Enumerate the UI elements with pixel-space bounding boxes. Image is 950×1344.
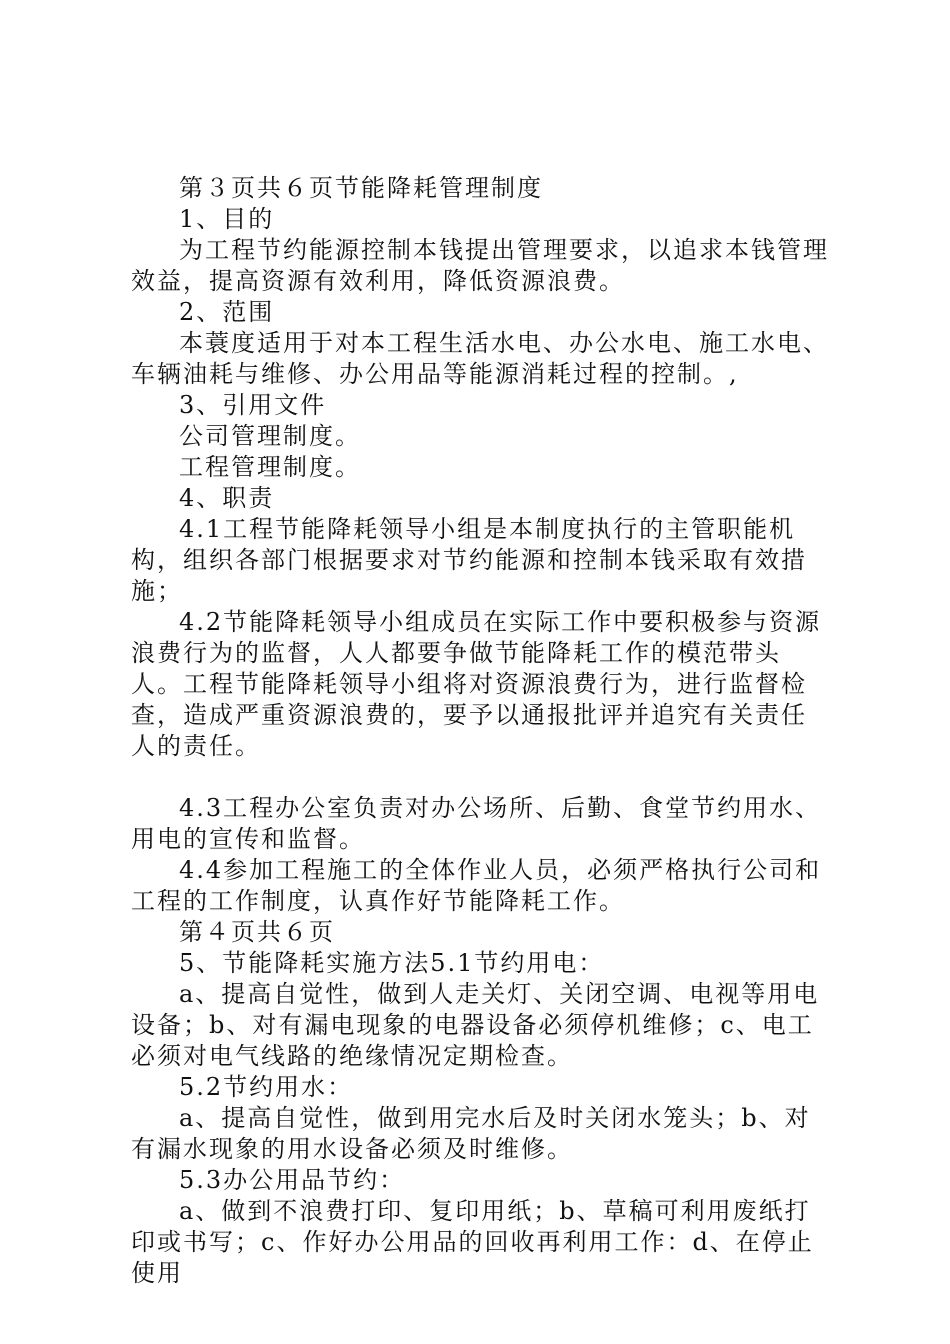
section-heading-office-supplies: 5.3办公用品节约： [179,1166,406,1194]
paragraph-water: a、提高自觉性，做到用完水后及时关闭水笼头；b、对有漏水现象的用水设备必须及时维修。 [131,1104,811,1163]
reference-item: 工程管理制度。 [179,453,361,481]
blank-line [131,762,831,793]
section-heading-purpose: 1、目的 [179,205,275,233]
page-marker: 第４页共６页 [179,918,335,946]
section-heading-methods: 5、节能降耗实施方法5.1节约用电： [179,949,605,977]
paragraph-office-supplies: a、做到不浪费打印、复印用纸；b、草稿可利用废纸打印或书写；c、作好办公用品的回收再利用工作：d、在停止使用 [131,1197,814,1287]
paragraph-duty-4-1: 4.1工程节能降耗领导小组是本制度执行的主管职能机构，组织各部门根据要求对节约能源和控制本钱采取有效措施； [131,515,807,605]
paragraph-scope: 本蓑度适用于对本工程生活水电、办公水电、施工水电、车辆油耗与维修、办公用品等能源消耗过程的控制。, [131,329,829,388]
section-heading-scope: 2、范围 [179,298,275,326]
paragraph-electricity: a、提高自觉性，做到人走关灯、关闭空调、电视等用电设备；b、对有漏电现象的电器设备必须停机维修；c、电工必须对电气线路的绝缘情况定期检查。 [131,980,820,1070]
page-header-line: 第３页共６页节能降耗管理制度 [179,174,543,202]
section-heading-water: 5.2节约用水： [179,1073,354,1101]
section-heading-duties: 4、职责 [179,484,275,512]
paragraph-duty-4-2: 4.2节能降耗领导小组成员在实际工作中要积极参与资源浪费行为的监督，人人都要争做节能降耗工作的模范带头人。工程节能降耗领导小组将对资源浪费行为，进行监督检查，造成严重资源浪费的，要予以通报批评并追究有关责任人的责任。 [131,608,822,760]
section-heading-references: 3、引用文件 [179,391,327,419]
paragraph-duty-4-3: 4.3工程办公室负责对办公场所、后勤、食堂节约用水、用电的宣传和监督。 [131,794,822,853]
document-body [131,173,831,1289]
reference-item: 公司管理制度。 [179,422,361,450]
paragraph-duty-4-4: 4.4参加工程施工的全体作业人员，必须严格执行公司和工程的工作制度，认真作好节能降耗工作。 [131,856,822,915]
paragraph-purpose: 为工程节约能源控制本钱提出管理要求，以追求本钱管理效益，提高资源有效利用，降低资源浪费。 [131,236,829,295]
